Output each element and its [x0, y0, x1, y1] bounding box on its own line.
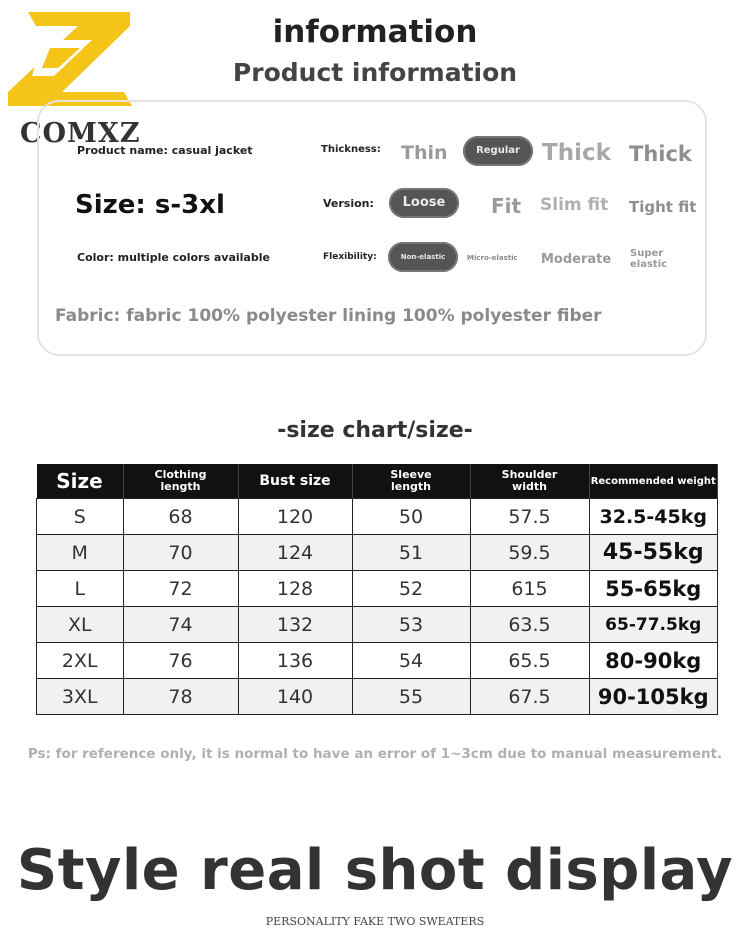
- cell-size: 2XL: [37, 643, 124, 679]
- header-bust-size: Bust size: [238, 464, 352, 499]
- cell-sleeve-length: 52: [352, 571, 470, 607]
- cell-size: S: [37, 499, 124, 535]
- cell-recommended-weight: 55-65kg: [589, 571, 718, 607]
- cell-recommended-weight: 90-105kg: [589, 679, 718, 715]
- measurement-note: Ps: for reference only, it is normal to have an error of 1~3cm due to manual measurement.: [27, 746, 723, 762]
- cell-clothing-length: 76: [123, 643, 238, 679]
- version-tight-fit: Tight fit: [629, 198, 697, 216]
- header-recommended-weight: Recommended weight: [589, 464, 718, 499]
- cell-size: XL: [37, 607, 124, 643]
- cell-shoulder-width: 65.5: [470, 643, 589, 679]
- page-title: information: [272, 14, 478, 50]
- header-clothing-length: [123, 464, 238, 499]
- size-chart-title: -size chart/size-: [277, 418, 473, 443]
- version-label: Version:: [323, 197, 374, 210]
- cell-size: 3XL: [37, 679, 124, 715]
- cell-shoulder-width: 57.5: [470, 499, 589, 535]
- size-chart-table: [36, 464, 718, 715]
- cell-recommended-weight: 80-90kg: [589, 643, 718, 679]
- thickness-label: Thickness:: [321, 144, 381, 155]
- cell-bust-size: 120: [238, 499, 352, 535]
- cell-sleeve-length: 53: [352, 607, 470, 643]
- cell-recommended-weight: 65-77.5kg: [589, 607, 718, 643]
- thickness-regular-selected: Regular: [463, 136, 533, 166]
- version-slim-fit: Slim fit: [540, 195, 609, 215]
- thickness-thick: Thick: [542, 140, 611, 166]
- table-row: [37, 499, 718, 535]
- cell-shoulder-width: 59.5: [470, 535, 589, 571]
- header-size: Size: [37, 464, 124, 499]
- cell-sleeve-length: 54: [352, 643, 470, 679]
- color-info: Color: multiple colors available: [77, 251, 270, 264]
- header-sleeve-length-text: Sleeve length: [390, 468, 432, 493]
- brand-name: COMXZ: [20, 118, 141, 149]
- header-clothing-length-text: Clothing length: [154, 468, 207, 493]
- cell-clothing-length: 70: [123, 535, 238, 571]
- header-shoulder-width: [470, 464, 589, 499]
- flexibility-label: Flexibility:: [323, 252, 377, 262]
- flexibility-micro-elastic: Micro-elastic: [467, 254, 518, 262]
- cell-size: L: [37, 571, 124, 607]
- fabric-info: Fabric: fabric 100% polyester lining 100% polyester fiber: [55, 306, 602, 326]
- product-name: Product name: casual jacket: [77, 144, 253, 157]
- table-row: [37, 643, 718, 679]
- cell-size: M: [37, 535, 124, 571]
- cell-shoulder-width: 67.5: [470, 679, 589, 715]
- header-shoulder-width-text: Shoulder width: [501, 468, 558, 493]
- flexibility-super-elastic: Super elastic: [630, 248, 668, 270]
- table-row: [37, 679, 718, 715]
- version-loose-selected: Loose: [389, 188, 459, 218]
- cell-clothing-length: 72: [123, 571, 238, 607]
- cell-sleeve-length: 50: [352, 499, 470, 535]
- cell-clothing-length: 78: [123, 679, 238, 715]
- cell-recommended-weight: 45-55kg: [589, 535, 718, 571]
- cell-bust-size: 132: [238, 607, 352, 643]
- cell-sleeve-length: 55: [352, 679, 470, 715]
- page-subtitle: Product information: [232, 58, 518, 87]
- thickness-thin: Thin: [401, 142, 448, 164]
- style-section-subtitle: PERSONALITY FAKE TWO SWEATERS: [265, 915, 485, 928]
- header-sleeve-length: [352, 464, 470, 499]
- table-row: [37, 535, 718, 571]
- cell-recommended-weight: 32.5-45kg: [589, 499, 718, 535]
- table-row: [37, 607, 718, 643]
- table-row: [37, 571, 718, 607]
- flexibility-moderate: Moderate: [541, 252, 612, 267]
- cell-clothing-length: 74: [123, 607, 238, 643]
- cell-bust-size: 140: [238, 679, 352, 715]
- cell-clothing-length: 68: [123, 499, 238, 535]
- product-info-card: [37, 100, 707, 356]
- thickness-thick-2: Thick: [629, 142, 692, 166]
- version-fit: Fit: [491, 194, 522, 218]
- cell-bust-size: 124: [238, 535, 352, 571]
- cell-sleeve-length: 51: [352, 535, 470, 571]
- cell-shoulder-width: 615: [470, 571, 589, 607]
- cell-bust-size: 128: [238, 571, 352, 607]
- cell-bust-size: 136: [238, 643, 352, 679]
- style-section-title: Style real shot display: [16, 838, 734, 903]
- cell-shoulder-width: 63.5: [470, 607, 589, 643]
- size-range: Size: s-3xl: [75, 190, 225, 220]
- size-chart-header-row: [37, 464, 718, 499]
- flexibility-non-elastic-selected: Non-elastic: [388, 242, 458, 272]
